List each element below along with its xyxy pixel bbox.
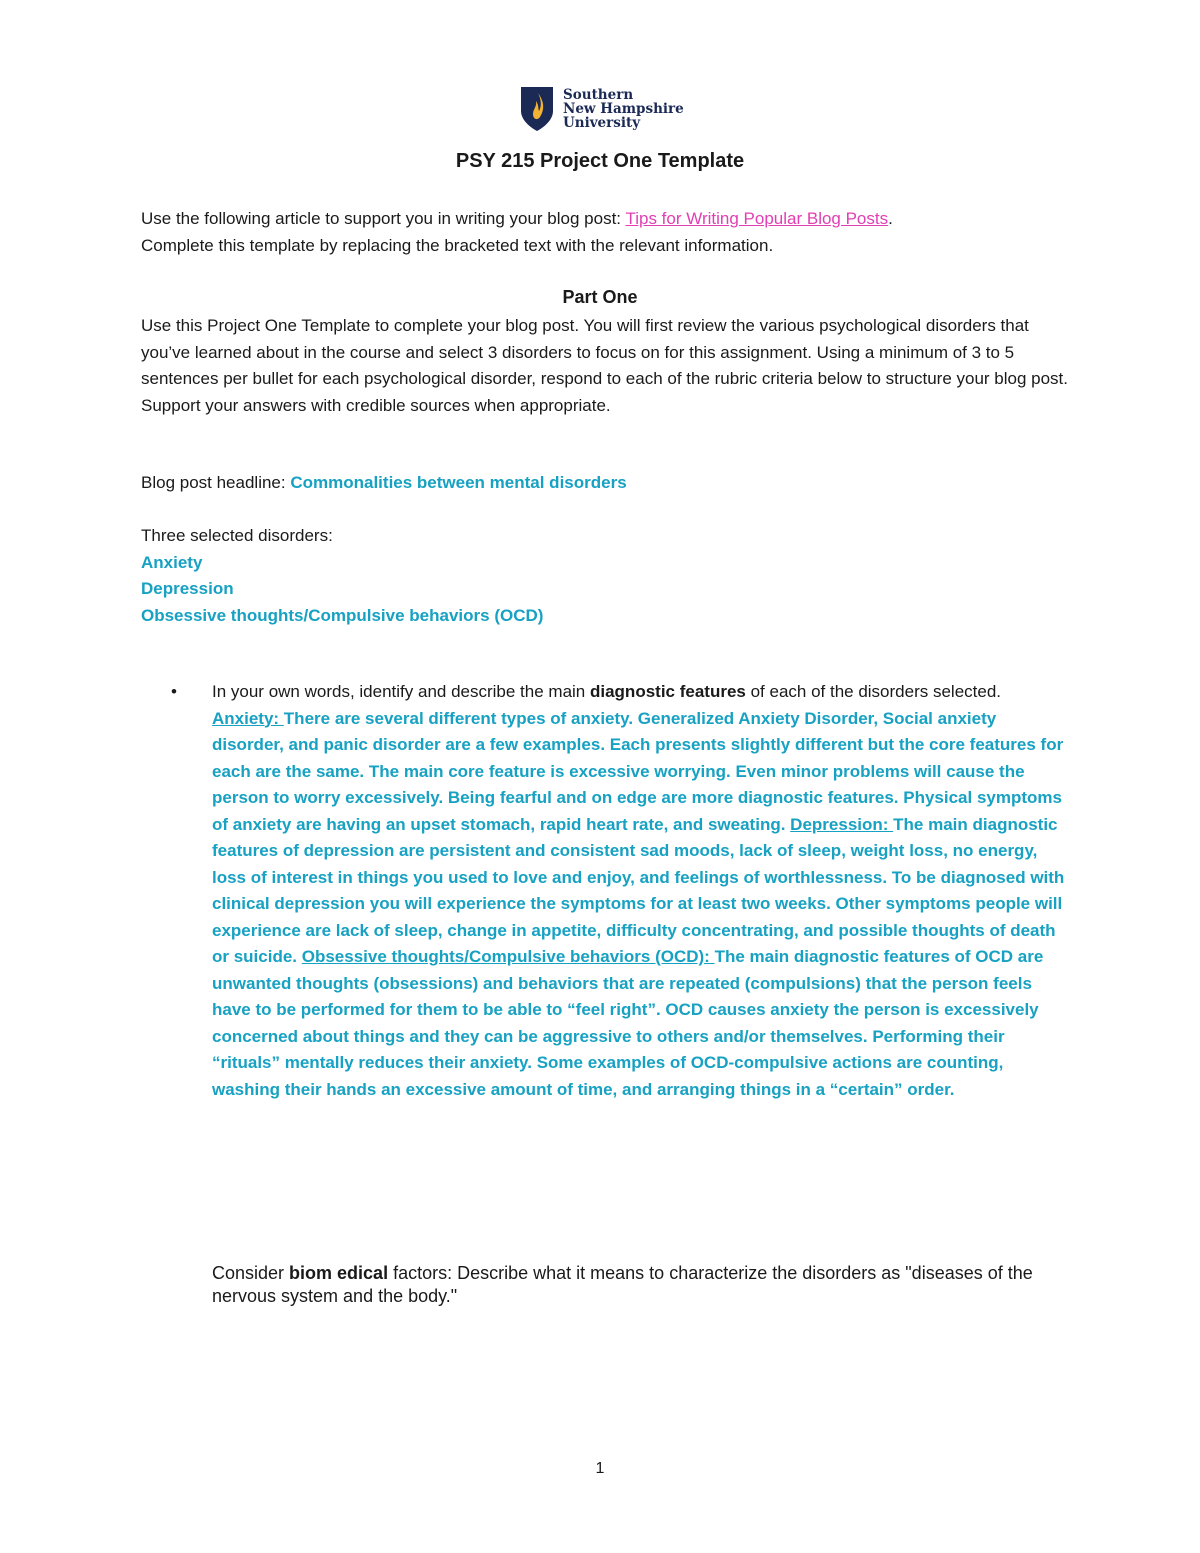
blog-headline-value: Commonalities between mental disorders — [290, 473, 627, 492]
blog-headline — [141, 470, 1071, 497]
depression-label: Depression: — [790, 814, 894, 834]
disorder-item: Depression — [141, 579, 234, 598]
article-link[interactable]: Tips for Writing Popular Blog Posts — [625, 209, 889, 228]
ocd-label: Obsessive thoughts/Compulsive behaviors (OCD): — [301, 947, 715, 966]
intro-paragraph — [141, 206, 1071, 259]
shield-flame-icon — [519, 85, 555, 133]
logo-line-3: University — [563, 115, 641, 131]
part-one-body: Use this Project One Template to complete your blog post. You will first review the various psychological disorders that you’ve learned about in the course and select 3 disorders to focus on for this assignment. Using a minimum of 3 to 5 sentences per bullet for each psychological disorder, respond to each of the rubric criteria below to structure your blog post. Support your answers with credible sources when appropriate. — [141, 316, 1069, 415]
anxiety-description: There are several different types of anxiety. Generalized Anxiety Disorder, Social anxiety disorder, and panic disorder are a few examples. Each presents slightly different but the core features for each are the same. The main core feature is excessive worrying. Even minor problems will cause the person to worry excessively. Being fearful and on edge are more diagnostic features. Physical symptoms of anxiety are having an upset stomach, rapid heart rate, and sweating. — [212, 708, 1064, 834]
anxiety-label: Anxiety: — [212, 708, 284, 728]
biomedical-bold: biom edical — [289, 1263, 389, 1283]
selected-disorders-label: Three selected disorders: — [141, 526, 333, 545]
logo-line-2: New Hampshire — [563, 101, 684, 117]
document-title: PSY 215 Project One Template — [455, 150, 745, 172]
part-one-heading: Part One — [562, 287, 638, 307]
university-logo — [519, 84, 689, 134]
ocd-description: The main diagnostic features of OCD are unwanted thoughts (obsessions) and behaviors that are repeated (compulsions) that the person feels have to be performed for them to be able to “feel right”. OCD causes anxiety the person is excessively concerned about things and they can be aggressive to others and/or themselves. Performing their “rituals” mentally reduces their anxiety. Some examples of OCD-compulsive actions are counting, washing their hands an excessive amount of time, and arranging things in a “certain” order. — [212, 947, 1044, 1099]
intro-text: Use the following article to support you in writing your blog post: — [141, 209, 626, 228]
depression-description: The main diagnostic features of depression are persistent and consistent sad moods, lack of sleep, weight loss, no energy, loss of interest in things you used to love and enjoy, and feelings of worthlessness. To be diagnosed with clinical depression you will experience the symptoms for at least two weeks. Other symptoms people will experience are lack of sleep, change in appetite, difficulty concentrating, and possible thoughts of death or suicide. — [212, 814, 1065, 966]
page-number: 1 — [595, 1460, 605, 1477]
bullet-content — [212, 679, 1071, 1103]
logo-line-1: Southern — [563, 87, 634, 103]
bullet-marker: • — [171, 682, 177, 701]
prompt-bold: diagnostic features — [589, 682, 746, 701]
disorder-item: Anxiety — [141, 552, 203, 572]
logo-wordmark — [563, 88, 684, 130]
intro-period: . — [888, 209, 893, 228]
intro-instructions: Complete this template by replacing the bracketed text with the relevant information. — [141, 235, 774, 255]
prompt-text: In your own words, identify and describe the main — [212, 682, 590, 701]
disorder-item: Obsessive thoughts/Compulsive behaviors (OCD) — [141, 605, 544, 625]
biomedical-text-end: factors: Describe what it means to characterize the disorders as "diseases of the nervous system and the body." — [212, 1263, 1033, 1306]
blog-headline-label: Blog post headline: — [141, 473, 291, 492]
answer-text — [212, 709, 1064, 1099]
diagnostic-features-bullet — [171, 679, 1071, 1103]
selected-disorders — [141, 523, 1071, 629]
biomedical-text: Consider — [212, 1263, 290, 1283]
prompt-text-end: of each of the disorders selected. — [745, 682, 1002, 701]
biomedical-prompt — [212, 1262, 1072, 1308]
